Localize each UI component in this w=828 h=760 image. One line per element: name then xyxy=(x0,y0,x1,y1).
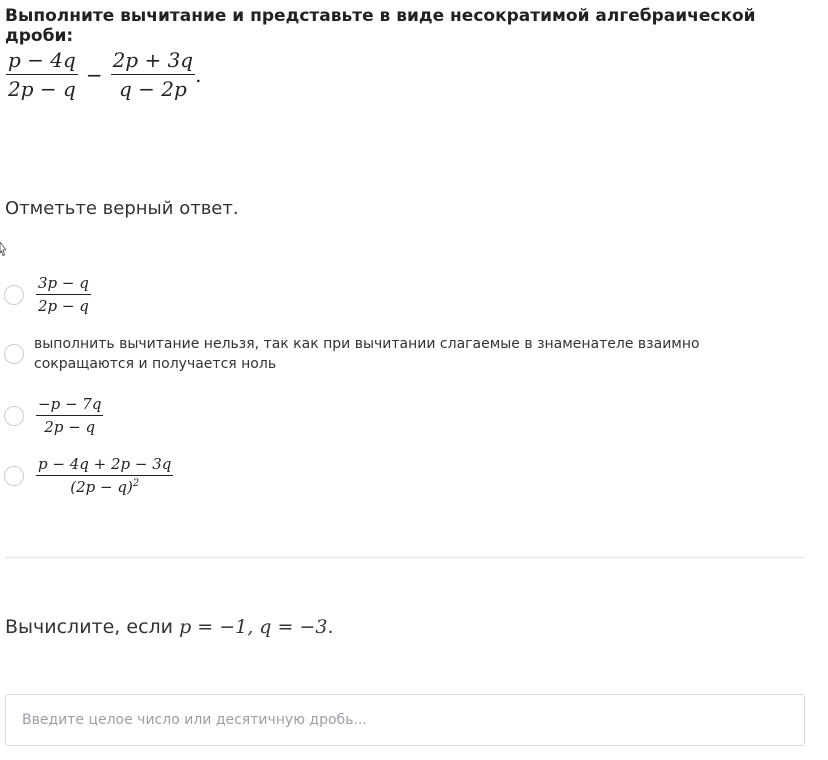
option-2-text: выполнить вычитание нельзя, так как при вычитании слагаемые в знаменателе взаимно сокращаются и получается ноль xyxy=(34,336,700,372)
answer-option-2[interactable] xyxy=(4,334,774,374)
fraction-1-denominator: 2p − q xyxy=(8,77,76,101)
section-divider xyxy=(5,556,805,559)
option-4-content xyxy=(36,455,173,496)
option-4-denominator-base: (2p − q) xyxy=(70,478,133,496)
answer-option-1[interactable] xyxy=(4,274,91,315)
expression-period: . xyxy=(195,62,202,87)
answer-option-3[interactable] xyxy=(4,395,103,436)
option-3-denominator: 2p − q xyxy=(44,418,96,436)
question-title: Выполните вычитание и представьте в виде несократимой алгебраической дроби: xyxy=(5,6,756,46)
option-3-numerator: −p − 7q xyxy=(38,395,102,413)
option-4-numerator: p − 4q + 2p − 3q xyxy=(38,455,172,473)
option-4-denominator-exponent: 2 xyxy=(132,478,140,489)
answer-input[interactable] xyxy=(5,694,805,746)
radio-button-option-3[interactable] xyxy=(4,406,24,426)
fraction-1-numerator: p − 4q xyxy=(8,48,76,72)
radio-button-option-1[interactable] xyxy=(4,285,24,305)
question-2-period: . xyxy=(327,616,334,638)
question-2-label: Вычислите, если xyxy=(5,616,174,638)
radio-button-option-4[interactable] xyxy=(4,466,24,486)
fraction-1 xyxy=(6,48,78,101)
option-3-content xyxy=(36,395,103,436)
question-2-condition: p = −1, q = −3 xyxy=(179,616,328,638)
minus-operator: − xyxy=(85,62,103,87)
option-1-denominator: 2p − q xyxy=(38,297,89,315)
fraction-2 xyxy=(111,48,196,101)
answer-option-4[interactable] xyxy=(4,455,173,496)
answer-prompt: Отметьте верный ответ. xyxy=(5,198,239,219)
option-4-fraction xyxy=(36,455,173,496)
option-1-content xyxy=(36,274,91,315)
radio-button-option-2[interactable] xyxy=(4,344,24,364)
fraction-2-denominator: q − 2p xyxy=(118,77,187,101)
mouse-cursor-icon xyxy=(0,242,6,256)
option-1-fraction xyxy=(36,274,91,315)
main-expression xyxy=(6,48,201,101)
option-3-fraction xyxy=(36,395,103,436)
option-4-denominator xyxy=(68,476,141,496)
fraction-2-numerator: 2p + 3q xyxy=(112,48,194,72)
question-2-text xyxy=(5,616,334,638)
option-1-numerator: 3p − q xyxy=(38,274,89,292)
